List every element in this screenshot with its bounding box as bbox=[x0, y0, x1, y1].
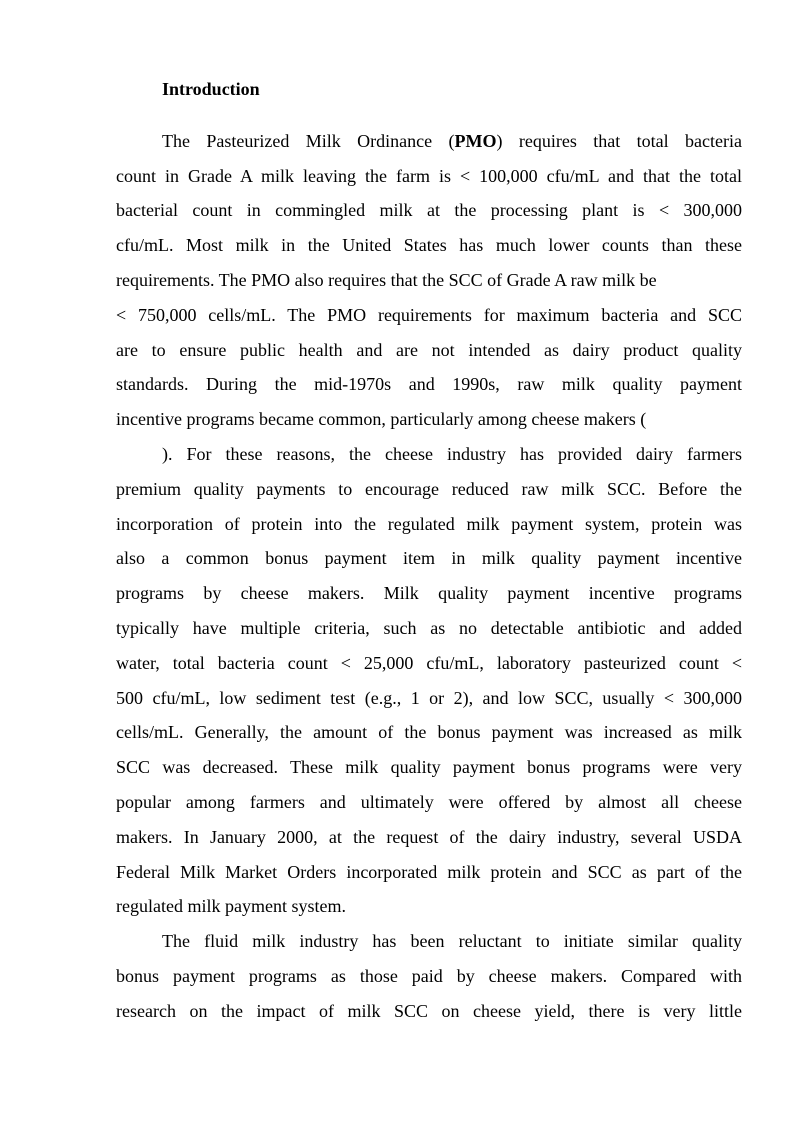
text-line: programs by cheese makers. Milk quality payment incentive programs bbox=[116, 583, 742, 604]
text-line: water, total bacteria count < 25,000 cfu/mL, laboratory pasteurized count < bbox=[116, 652, 742, 673]
text-line: Federal Milk Market Orders incorporated milk protein and SCC as part of the bbox=[116, 861, 742, 882]
paragraph-2 bbox=[116, 437, 742, 924]
text-line: premium quality payments to encourage reduced raw milk SCC. Before the bbox=[116, 478, 742, 499]
text-line: bonus payment programs as those paid by cheese makers. Compared with bbox=[116, 965, 742, 986]
text-line: < 750,000 cells/mL. The PMO requirements for maximum bacteria and SCC bbox=[116, 304, 742, 325]
text-line: incorporation of protein into the regulated milk payment system, protein was bbox=[116, 513, 742, 534]
pmo-abbreviation: PMO bbox=[454, 130, 497, 151]
text-line: standards. During the mid-1970s and 1990s, raw milk quality payment bbox=[116, 374, 742, 395]
text-line: SCC was decreased. These milk quality payment bonus programs were very bbox=[116, 757, 742, 778]
text-line: count in Grade A milk leaving the farm is < 100,000 cfu/mL and that the total bbox=[116, 165, 742, 186]
paragraph-3 bbox=[116, 924, 742, 1028]
text-line: cfu/mL. Most milk in the United States has much lower counts than these bbox=[116, 235, 742, 256]
text-line: regulated milk payment system. bbox=[116, 896, 346, 917]
text-line: bacterial count in commingled milk at the processing plant is < 300,000 bbox=[116, 200, 742, 221]
text-line: ). For these reasons, the cheese industry has provided dairy farmers bbox=[162, 443, 742, 464]
text-line: research on the impact of milk SCC on cheese yield, there is very little bbox=[116, 1000, 742, 1021]
text-line: The fluid milk industry has been reluctant to initiate similar quality bbox=[162, 931, 742, 952]
text-line: are to ensure public health and are not intended as dairy product quality bbox=[116, 339, 742, 360]
text-line: requirements. The PMO also requires that the SCC of Grade A raw milk be bbox=[116, 269, 657, 290]
text-line: 500 cfu/mL, low sediment test (e.g., 1 or 2), and low SCC, usually < 300,000 bbox=[116, 687, 742, 708]
paragraph-1 bbox=[116, 124, 742, 437]
text-line: popular among farmers and ultimately were offered by almost all cheese bbox=[116, 791, 742, 812]
text-line: makers. In January 2000, at the request of the dairy industry, several USDA bbox=[116, 826, 742, 847]
document-page bbox=[116, 72, 742, 1029]
text-line: also a common bonus payment item in milk quality payment incentive bbox=[116, 548, 742, 569]
text-line: typically have multiple criteria, such as no detectable antibiotic and added bbox=[116, 617, 742, 638]
text-line: cells/mL. Generally, the amount of the bonus payment was increased as milk bbox=[116, 722, 742, 743]
text-line: incentive programs became common, particularly among cheese makers ( bbox=[116, 409, 647, 430]
section-heading: Introduction bbox=[162, 79, 260, 99]
text-line: The Pasteurized Milk Ordinance (PMO) requires that total bacteria bbox=[162, 130, 743, 151]
